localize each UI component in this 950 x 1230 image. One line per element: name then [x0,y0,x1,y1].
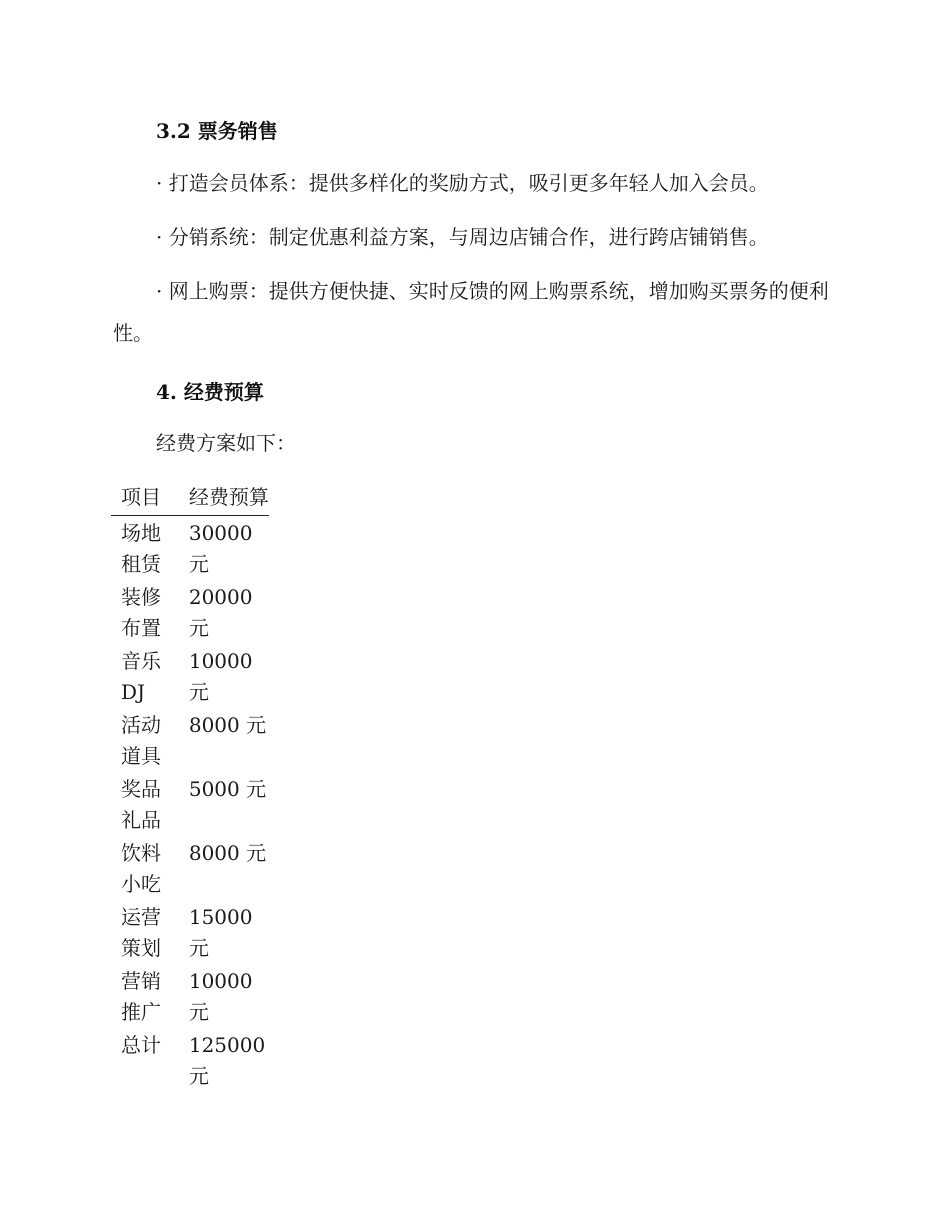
bullet-online-ticketing: · 网上购票：提供方便快捷、实时反馈的网上购票系统，增加购买票务的便利性。 [113,279,829,345]
header-item: 项目 [111,482,179,516]
bullet-membership: · 打造会员体系：提供多样化的奖励方式，吸引更多年轻人加入会员。 [156,171,769,195]
cell-item-total: 总计 [121,1033,161,1057]
table-row [111,644,269,708]
section-heading-budget: 4. 经费预算 [156,380,264,404]
table-header-row [111,482,269,516]
cell-item: 活动道具 [121,713,161,768]
cell-item: 音乐 DJ [121,649,161,704]
table-row [111,516,269,581]
cell-item: 奖品礼品 [121,777,161,832]
bullet-distribution: · 分销系统：制定优惠利益方案，与周边店铺合作，进行跨店铺销售。 [156,225,769,249]
cell-amount: 10000 元 [188,649,253,704]
table-row [111,708,269,772]
cell-amount: 8000 元 [188,841,267,865]
table-row [111,900,269,964]
cell-amount: 15000 元 [188,905,253,960]
cell-item: 营销推广 [121,969,161,1024]
budget-intro: 经费方案如下： [156,431,296,455]
budget-table [111,482,269,1092]
cell-amount-total: 125000 元 [188,1033,266,1088]
cell-item: 场地租赁 [121,521,161,576]
cell-amount: 5000 元 [188,777,267,801]
header-budget: 经费预算 [179,482,269,516]
table-row [111,580,269,644]
cell-item: 饮料小吃 [121,841,161,896]
cell-amount: 10000 元 [188,969,253,1024]
cell-amount: 8000 元 [188,713,267,737]
table-row [111,772,269,836]
table-row [111,964,269,1028]
section-heading-ticketing: 3.2 票务销售 [156,119,278,143]
cell-item: 装修布置 [121,585,161,640]
cell-amount: 30000 元 [188,521,253,576]
table-row [111,836,269,900]
cell-amount: 20000 元 [188,585,253,640]
cell-item: 运营策划 [121,905,161,960]
table-row-total [111,1028,269,1092]
